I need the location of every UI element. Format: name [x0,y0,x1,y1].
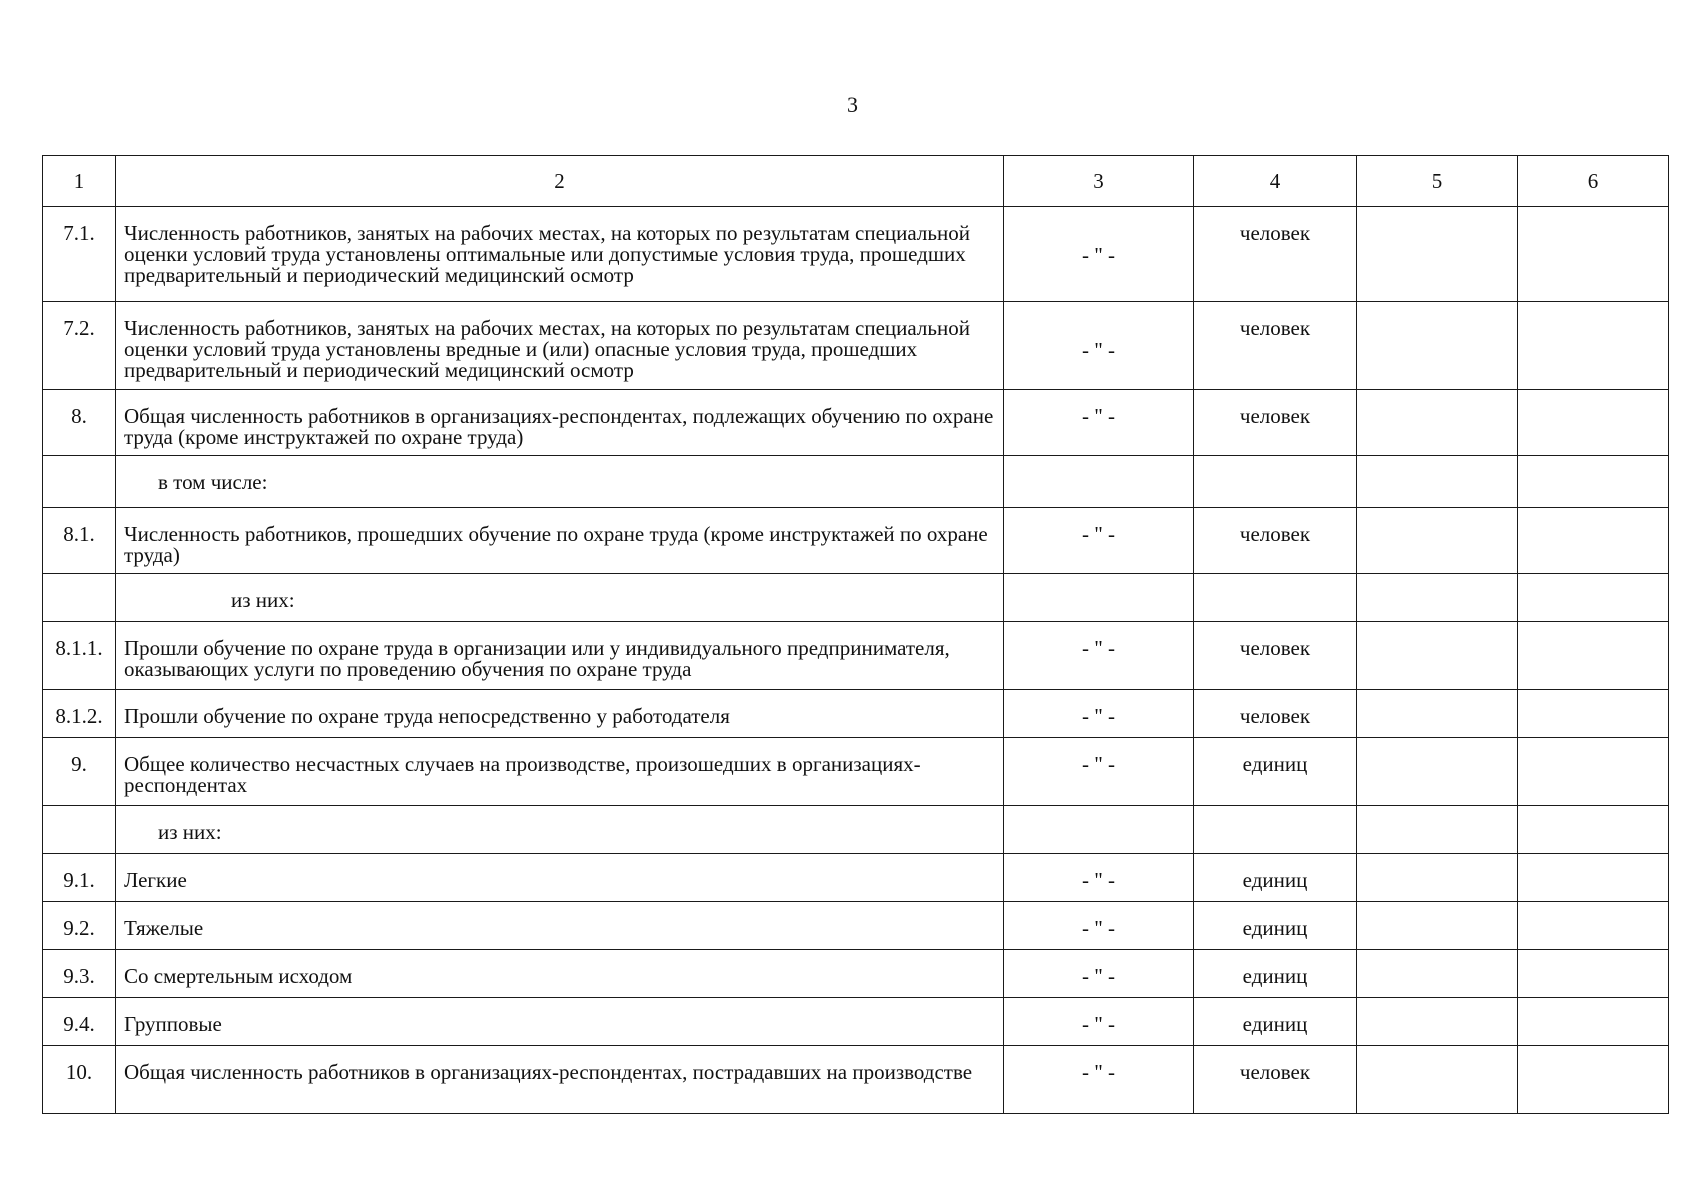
row-unit: человек [1194,1046,1357,1114]
row-unit [1194,574,1357,622]
row-value-col6 [1518,508,1669,574]
row-indicator: из них: [116,574,1004,622]
row-indicator: Общая численность работников в организациях-респондентах, пострадавших на производстве [116,1046,1004,1114]
row-value-col6 [1518,998,1669,1046]
row-value-col5 [1357,950,1518,998]
row-unit: единиц [1194,902,1357,950]
row-code: - " - [1004,622,1194,690]
row-value-col5 [1357,690,1518,738]
table-row [43,1046,1669,1114]
row-code: - " - [1004,854,1194,902]
row-value-col5 [1357,998,1518,1046]
table-row [43,690,1669,738]
row-value-col5 [1357,806,1518,854]
row-code: - " - [1004,302,1194,390]
row-unit: единиц [1194,998,1357,1046]
row-number: 8.1.1. [43,622,116,690]
row-value-col6 [1518,1046,1669,1114]
row-code: - " - [1004,390,1194,456]
row-value-col5 [1357,456,1518,508]
table-row [43,456,1669,508]
row-unit: человек [1194,622,1357,690]
header-col-5: 5 [1357,156,1518,207]
row-indicator: Тяжелые [116,902,1004,950]
row-value-col6 [1518,950,1669,998]
header-col-3: 3 [1004,156,1194,207]
row-code [1004,806,1194,854]
table-row [43,390,1669,456]
row-indicator: Численность работников, занятых на рабочих местах, на которых по результатам специальной оценки условий труда установлены вредные и (или) опасные условия труда, прошедших предварительный и периодический медицинский осмотр [116,302,1004,390]
row-indicator: Со смертельным исходом [116,950,1004,998]
row-number [43,806,116,854]
row-indicator: Прошли обучение по охране труда в организации или у индивидуального предпринимателя, оказывающих услуги по проведению обучения по охране труда [116,622,1004,690]
row-value-col6 [1518,738,1669,806]
row-value-col6 [1518,902,1669,950]
table-row [43,950,1669,998]
row-indicator: Численность работников, занятых на рабочих местах, на которых по результатам специальной оценки условий труда установлены оптимальные или допустимые условия труда, прошедших предварительный и периодический медицинский осмотр [116,207,1004,302]
row-number: 9.1. [43,854,116,902]
row-indicator: в том числе: [116,456,1004,508]
row-code: - " - [1004,1046,1194,1114]
row-indicator: Групповые [116,998,1004,1046]
table-body [43,156,1669,1114]
row-value-col5 [1357,854,1518,902]
row-unit: человек [1194,302,1357,390]
row-value-col6 [1518,690,1669,738]
table-row [43,998,1669,1046]
row-number: 9. [43,738,116,806]
table-header-row [43,156,1669,207]
row-code: - " - [1004,207,1194,302]
row-indicator: Численность работников, прошедших обучение по охране труда (кроме инструктажей по охране труда) [116,508,1004,574]
row-value-col5 [1357,574,1518,622]
row-indicator: Легкие [116,854,1004,902]
header-col-4: 4 [1194,156,1357,207]
row-value-col5 [1357,1046,1518,1114]
row-unit [1194,456,1357,508]
row-code: - " - [1004,508,1194,574]
page-number: 3 [847,92,858,117]
row-code: - " - [1004,902,1194,950]
row-indicator: Общая численность работников в организациях-респондентах, подлежащих обучению по охране труда (кроме инструктажей по охране труда) [116,390,1004,456]
row-value-col6 [1518,456,1669,508]
row-value-col5 [1357,302,1518,390]
header-col-1: 1 [43,156,116,207]
table-row [43,622,1669,690]
row-unit: единиц [1194,738,1357,806]
row-value-col6 [1518,207,1669,302]
table-row [43,738,1669,806]
table-row [43,207,1669,302]
row-number: 9.2. [43,902,116,950]
table-row [43,806,1669,854]
row-unit: единиц [1194,854,1357,902]
row-indicator: из них: [116,806,1004,854]
row-unit [1194,806,1357,854]
header-col-2: 2 [116,156,1004,207]
table-row [43,508,1669,574]
row-number: 8.1. [43,508,116,574]
statistics-table [42,155,1669,1114]
row-code [1004,574,1194,622]
row-value-col5 [1357,902,1518,950]
row-indicator: Прошли обучение по охране труда непосредственно у работодателя [116,690,1004,738]
row-number: 7.2. [43,302,116,390]
row-number: 8.1.2. [43,690,116,738]
row-indicator: Общее количество несчастных случаев на производстве, произошедших в организациях-респондентах [116,738,1004,806]
row-unit: единиц [1194,950,1357,998]
row-number: 7.1. [43,207,116,302]
row-code: - " - [1004,950,1194,998]
table-row [43,302,1669,390]
row-value-col5 [1357,622,1518,690]
row-value-col6 [1518,622,1669,690]
row-value-col6 [1518,854,1669,902]
row-value-col6 [1518,574,1669,622]
table-row [43,574,1669,622]
row-value-col6 [1518,302,1669,390]
row-code: - " - [1004,690,1194,738]
row-value-col5 [1357,508,1518,574]
row-value-col6 [1518,806,1669,854]
row-code [1004,456,1194,508]
header-col-6: 6 [1518,156,1669,207]
row-number [43,574,116,622]
row-number: 9.4. [43,998,116,1046]
row-value-col6 [1518,390,1669,456]
table-row [43,854,1669,902]
row-value-col5 [1357,207,1518,302]
row-number [43,456,116,508]
row-unit: человек [1194,207,1357,302]
row-value-col5 [1357,390,1518,456]
statistics-table-wrapper [42,155,1662,1114]
row-unit: человек [1194,508,1357,574]
row-number: 10. [43,1046,116,1114]
row-number: 8. [43,390,116,456]
row-number: 9.3. [43,950,116,998]
table-row [43,902,1669,950]
row-value-col5 [1357,738,1518,806]
row-unit: человек [1194,690,1357,738]
row-unit: человек [1194,390,1357,456]
row-code: - " - [1004,738,1194,806]
row-code: - " - [1004,998,1194,1046]
